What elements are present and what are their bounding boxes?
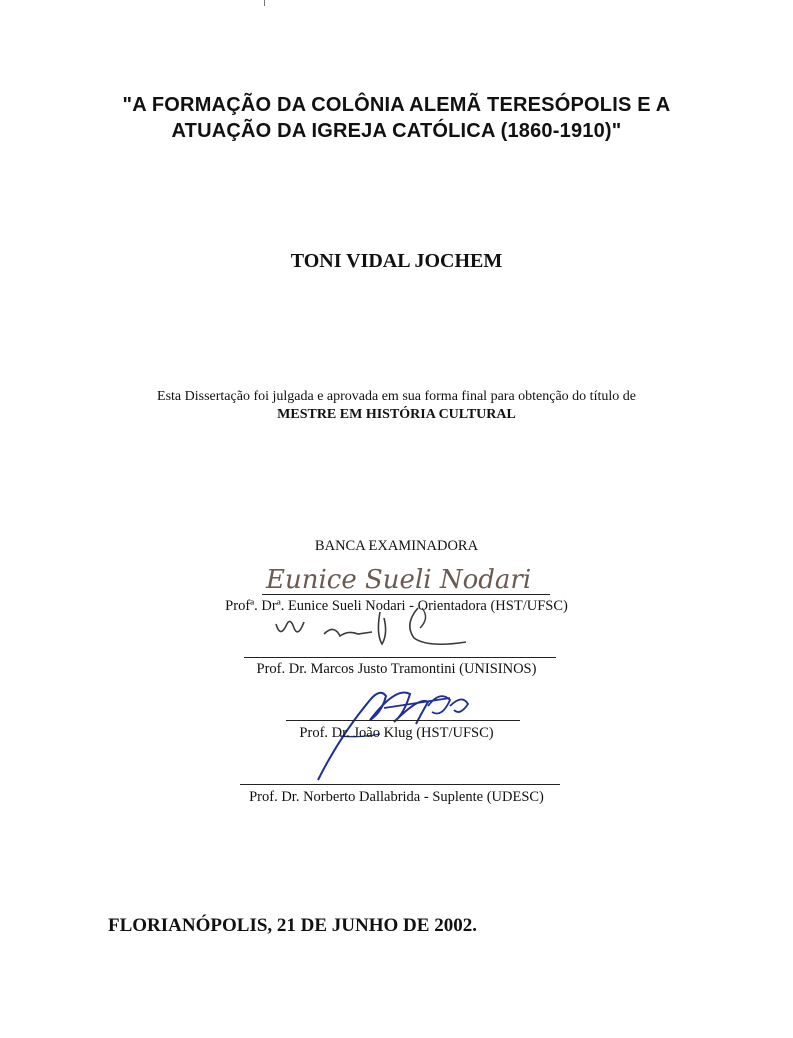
board-member-2: Prof. Dr. Marcos Justo Tramontini (UNISINOS) <box>256 661 537 677</box>
board-member-1: Profª. Drª. Eunice Sueli Nodari - Orientadora (HST/UFSC) <box>225 598 568 614</box>
degree-title: MESTRE EM HISTÓRIA CULTURAL <box>277 407 516 422</box>
signature-line-2 <box>244 657 556 658</box>
signature-eunice-text: Eunice Sueli Nodari <box>266 565 532 595</box>
title-line-2: ATUAÇÃO DA IGREJA CATÓLICA (1860-1910)" <box>171 120 622 142</box>
signature-line-1 <box>262 594 550 595</box>
title-line-1: "A FORMAÇÃO DA COLÔNIA ALEMÃ TERESÓPOLIS E A <box>122 94 671 116</box>
approval-statement-block <box>0 388 793 424</box>
signature-eunice-nodari <box>262 560 532 602</box>
place-and-date: FLORIANÓPOLIS, 21 DE JUNHO DE 2002. <box>108 915 477 936</box>
signature-marcos-tramontini <box>268 604 498 664</box>
board-member-4: Prof. Dr. Norberto Dallabrida - Suplente (UDESC) <box>249 789 544 805</box>
approval-statement: Esta Dissertação foi julgada e aprovada em sua forma final para obtenção do título de <box>157 389 636 404</box>
scan-mark <box>258 0 265 6</box>
signature-line-3 <box>286 720 520 721</box>
signature-line-4 <box>240 784 560 785</box>
dissertation-title <box>0 92 793 144</box>
board-heading: BANCA EXAMINADORA <box>314 538 479 554</box>
author-name: TONI VIDAL JOCHEM <box>290 250 503 272</box>
board-member-3: Prof. Dr. João Klug (HST/UFSC) <box>299 725 494 741</box>
